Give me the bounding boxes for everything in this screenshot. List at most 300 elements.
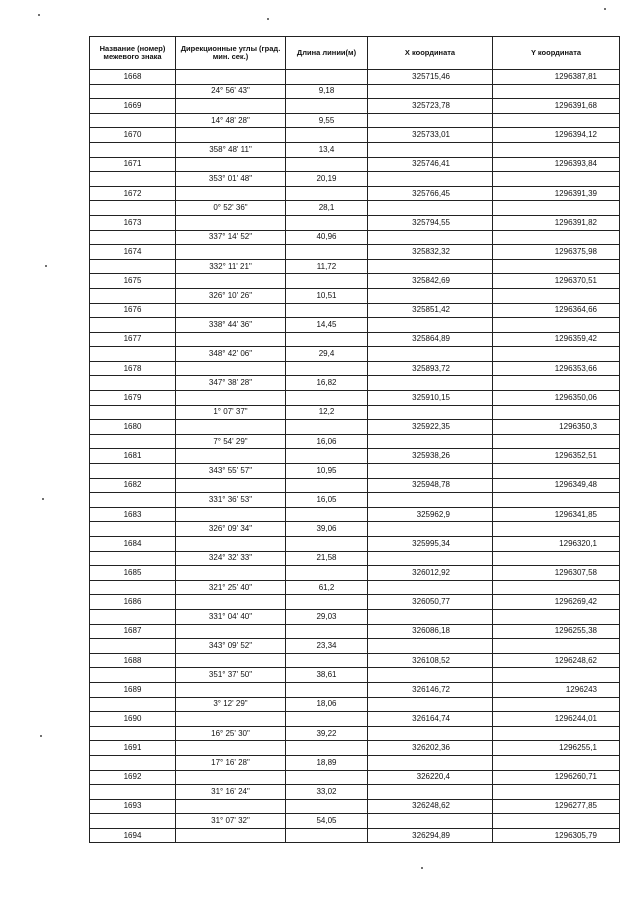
point-name-cell: 1680 (90, 420, 176, 435)
empty-cell (176, 128, 286, 143)
point-name-cell: 1670 (90, 128, 176, 143)
empty-cell (368, 609, 493, 624)
segment-row (90, 785, 620, 800)
point-name-cell: 1693 (90, 799, 176, 814)
empty-cell (176, 420, 286, 435)
y-coordinate-cell: 1296260,71 (493, 770, 620, 785)
empty-cell (90, 609, 176, 624)
segment-row (90, 522, 620, 537)
point-row (90, 128, 620, 143)
segment-row (90, 464, 620, 479)
empty-cell (368, 493, 493, 508)
empty-cell (176, 507, 286, 522)
segment-row (90, 493, 620, 508)
table-body (90, 70, 620, 843)
empty-cell (286, 507, 368, 522)
x-coordinate-cell: 326164,74 (368, 712, 493, 727)
empty-cell (368, 814, 493, 829)
empty-cell (493, 551, 620, 566)
line-length-cell: 14,45 (286, 318, 368, 333)
empty-cell (176, 595, 286, 610)
line-length-cell: 12,2 (286, 405, 368, 420)
empty-cell (176, 99, 286, 114)
empty-cell (493, 785, 620, 800)
line-length-cell: 39,22 (286, 726, 368, 741)
empty-cell (286, 682, 368, 697)
empty-cell (368, 201, 493, 216)
point-name-cell: 1679 (90, 391, 176, 406)
directional-angle-cell: 343° 55' 57" (176, 464, 286, 479)
y-coordinate-cell: 1296350,3 (493, 420, 620, 435)
y-coordinate-cell: 1296305,79 (493, 828, 620, 843)
empty-cell (176, 799, 286, 814)
empty-cell (493, 259, 620, 274)
empty-cell (90, 288, 176, 303)
empty-cell (176, 303, 286, 318)
empty-cell (286, 770, 368, 785)
x-coordinate-cell: 326146,72 (368, 682, 493, 697)
segment-row (90, 318, 620, 333)
empty-cell (493, 580, 620, 595)
empty-cell (176, 157, 286, 172)
empty-cell (368, 318, 493, 333)
empty-cell (493, 434, 620, 449)
empty-cell (286, 128, 368, 143)
y-coordinate-cell: 1296393,84 (493, 157, 620, 172)
empty-cell (90, 376, 176, 391)
scan-speck (45, 265, 47, 267)
empty-cell (90, 726, 176, 741)
line-length-cell: 20,19 (286, 172, 368, 187)
x-coordinate-cell: 325910,15 (368, 391, 493, 406)
table-header (90, 37, 620, 70)
empty-cell (286, 186, 368, 201)
empty-cell (368, 697, 493, 712)
empty-cell (176, 741, 286, 756)
y-coordinate-cell: 1296341,85 (493, 507, 620, 522)
empty-cell (493, 347, 620, 362)
y-coordinate-cell: 1296255,1 (493, 741, 620, 756)
directional-angle-cell: 31° 16' 24" (176, 785, 286, 800)
segment-row (90, 639, 620, 654)
scan-speck (421, 867, 423, 869)
directional-angle-cell: 358° 48' 11" (176, 142, 286, 157)
x-coordinate-cell: 326248,62 (368, 799, 493, 814)
point-name-cell: 1683 (90, 507, 176, 522)
segment-row (90, 697, 620, 712)
x-coordinate-cell: 325794,55 (368, 215, 493, 230)
line-length-cell: 29,03 (286, 609, 368, 624)
empty-cell (286, 566, 368, 581)
empty-cell (286, 391, 368, 406)
point-name-cell: 1690 (90, 712, 176, 727)
y-coordinate-cell: 1296244,01 (493, 712, 620, 727)
x-coordinate-cell: 325851,42 (368, 303, 493, 318)
x-coordinate-cell: 325962,9 (368, 507, 493, 522)
empty-cell (176, 70, 286, 85)
point-name-cell: 1672 (90, 186, 176, 201)
point-row (90, 478, 620, 493)
empty-cell (90, 230, 176, 245)
empty-cell (90, 814, 176, 829)
segment-row (90, 551, 620, 566)
x-coordinate-cell: 326294,89 (368, 828, 493, 843)
point-row (90, 70, 620, 85)
y-coordinate-cell: 1296269,42 (493, 595, 620, 610)
y-coordinate-cell: 1296364,66 (493, 303, 620, 318)
empty-cell (493, 172, 620, 187)
scan-speck (604, 8, 606, 10)
point-name-cell: 1694 (90, 828, 176, 843)
empty-cell (90, 522, 176, 537)
empty-cell (176, 712, 286, 727)
empty-cell (493, 609, 620, 624)
empty-cell (176, 449, 286, 464)
x-coordinate-cell: 325864,89 (368, 332, 493, 347)
x-coordinate-cell: 325766,45 (368, 186, 493, 201)
segment-row (90, 142, 620, 157)
empty-cell (90, 84, 176, 99)
directional-angle-cell: 331° 36' 53" (176, 493, 286, 508)
y-coordinate-cell: 1296277,85 (493, 799, 620, 814)
point-name-cell: 1678 (90, 361, 176, 376)
empty-cell (90, 697, 176, 712)
empty-cell (176, 245, 286, 260)
empty-cell (90, 347, 176, 362)
point-row (90, 186, 620, 201)
y-coordinate-cell: 1296243 (493, 682, 620, 697)
x-coordinate-cell: 325746,41 (368, 157, 493, 172)
line-length-cell: 40,96 (286, 230, 368, 245)
x-coordinate-cell: 326220,4 (368, 770, 493, 785)
segment-row (90, 288, 620, 303)
empty-cell (368, 259, 493, 274)
empty-cell (286, 332, 368, 347)
point-name-cell: 1675 (90, 274, 176, 289)
empty-cell (176, 361, 286, 376)
empty-cell (90, 785, 176, 800)
empty-cell (493, 668, 620, 683)
empty-cell (286, 449, 368, 464)
empty-cell (493, 201, 620, 216)
point-row (90, 566, 620, 581)
scan-speck (267, 18, 269, 20)
empty-cell (286, 245, 368, 260)
point-row (90, 332, 620, 347)
header-y-coordinate: Y координата (493, 37, 620, 70)
point-row (90, 799, 620, 814)
directional-angle-cell: 351° 37' 50" (176, 668, 286, 683)
segment-row (90, 814, 620, 829)
point-row (90, 682, 620, 697)
empty-cell (286, 99, 368, 114)
point-row (90, 420, 620, 435)
line-length-cell: 54,05 (286, 814, 368, 829)
empty-cell (90, 464, 176, 479)
directional-angle-cell: 337° 14' 52" (176, 230, 286, 245)
empty-cell (493, 726, 620, 741)
y-coordinate-cell: 1296394,12 (493, 128, 620, 143)
header-row (90, 37, 620, 70)
line-length-cell: 18,06 (286, 697, 368, 712)
point-row (90, 245, 620, 260)
empty-cell (493, 755, 620, 770)
line-length-cell: 23,34 (286, 639, 368, 654)
point-row (90, 303, 620, 318)
x-coordinate-cell: 325938,26 (368, 449, 493, 464)
scan-speck (40, 735, 42, 737)
line-length-cell: 28,1 (286, 201, 368, 216)
empty-cell (286, 215, 368, 230)
line-length-cell: 21,58 (286, 551, 368, 566)
empty-cell (176, 332, 286, 347)
empty-cell (493, 142, 620, 157)
directional-angle-cell: 17° 16' 28" (176, 755, 286, 770)
line-length-cell: 61,2 (286, 580, 368, 595)
empty-cell (368, 347, 493, 362)
y-coordinate-cell: 1296391,82 (493, 215, 620, 230)
empty-cell (286, 741, 368, 756)
x-coordinate-cell: 325948,78 (368, 478, 493, 493)
y-coordinate-cell: 1296307,58 (493, 566, 620, 581)
empty-cell (493, 522, 620, 537)
empty-cell (286, 274, 368, 289)
line-length-cell: 39,06 (286, 522, 368, 537)
point-row (90, 770, 620, 785)
segment-row (90, 434, 620, 449)
empty-cell (493, 318, 620, 333)
empty-cell (90, 142, 176, 157)
segment-row (90, 113, 620, 128)
empty-cell (90, 434, 176, 449)
line-length-cell: 9,18 (286, 84, 368, 99)
empty-cell (368, 434, 493, 449)
point-name-cell: 1676 (90, 303, 176, 318)
empty-cell (176, 478, 286, 493)
x-coordinate-cell: 326086,18 (368, 624, 493, 639)
x-coordinate-cell: 326012,92 (368, 566, 493, 581)
empty-cell (176, 391, 286, 406)
directional-angle-cell: 326° 10' 26" (176, 288, 286, 303)
empty-cell (90, 113, 176, 128)
point-row (90, 712, 620, 727)
directional-angle-cell: 31° 07' 32" (176, 814, 286, 829)
directional-angle-cell: 331° 04' 40" (176, 609, 286, 624)
empty-cell (493, 639, 620, 654)
empty-cell (368, 668, 493, 683)
line-length-cell: 13,4 (286, 142, 368, 157)
x-coordinate-cell: 325715,46 (368, 70, 493, 85)
header-x-coordinate: X координата (368, 37, 493, 70)
empty-cell (90, 493, 176, 508)
y-coordinate-cell: 1296359,42 (493, 332, 620, 347)
y-coordinate-cell: 1296248,62 (493, 653, 620, 668)
y-coordinate-cell: 1296350,06 (493, 391, 620, 406)
empty-cell (286, 624, 368, 639)
segment-row (90, 230, 620, 245)
segment-row (90, 755, 620, 770)
point-name-cell: 1674 (90, 245, 176, 260)
empty-cell (368, 172, 493, 187)
empty-cell (286, 303, 368, 318)
point-name-cell: 1691 (90, 741, 176, 756)
directional-angle-cell: 324° 32' 33" (176, 551, 286, 566)
header-line-length: Длина линии(м) (286, 37, 368, 70)
point-name-cell: 1677 (90, 332, 176, 347)
directional-angle-cell: 1° 07' 37" (176, 405, 286, 420)
point-row (90, 361, 620, 376)
empty-cell (493, 376, 620, 391)
line-length-cell: 38,61 (286, 668, 368, 683)
empty-cell (286, 478, 368, 493)
y-coordinate-cell: 1296353,66 (493, 361, 620, 376)
point-row (90, 274, 620, 289)
x-coordinate-cell: 325995,34 (368, 537, 493, 552)
empty-cell (368, 464, 493, 479)
empty-cell (176, 566, 286, 581)
empty-cell (493, 464, 620, 479)
y-coordinate-cell: 1296320,1 (493, 537, 620, 552)
segment-row (90, 201, 620, 216)
directional-angle-cell: 338° 44' 36" (176, 318, 286, 333)
x-coordinate-cell: 326202,36 (368, 741, 493, 756)
empty-cell (493, 493, 620, 508)
empty-cell (493, 84, 620, 99)
point-name-cell: 1692 (90, 770, 176, 785)
empty-cell (368, 288, 493, 303)
line-length-cell: 29,4 (286, 347, 368, 362)
point-name-cell: 1668 (90, 70, 176, 85)
empty-cell (286, 157, 368, 172)
point-name-cell: 1686 (90, 595, 176, 610)
point-name-cell: 1673 (90, 215, 176, 230)
empty-cell (90, 172, 176, 187)
segment-row (90, 172, 620, 187)
point-row (90, 157, 620, 172)
empty-cell (368, 142, 493, 157)
point-row (90, 653, 620, 668)
empty-cell (286, 828, 368, 843)
empty-cell (286, 799, 368, 814)
scan-speck (42, 498, 44, 500)
directional-angle-cell: 321° 25' 40" (176, 580, 286, 595)
empty-cell (368, 726, 493, 741)
empty-cell (176, 274, 286, 289)
empty-cell (493, 814, 620, 829)
point-row (90, 391, 620, 406)
empty-cell (176, 215, 286, 230)
line-length-cell: 16,05 (286, 493, 368, 508)
segment-row (90, 84, 620, 99)
segment-row (90, 347, 620, 362)
directional-angle-cell: 16° 25' 30" (176, 726, 286, 741)
line-length-cell: 18,89 (286, 755, 368, 770)
empty-cell (90, 580, 176, 595)
y-coordinate-cell: 1296370,51 (493, 274, 620, 289)
empty-cell (90, 668, 176, 683)
empty-cell (286, 712, 368, 727)
point-row (90, 595, 620, 610)
empty-cell (286, 70, 368, 85)
directional-angle-cell: 332° 11' 21" (176, 259, 286, 274)
point-row (90, 449, 620, 464)
empty-cell (493, 113, 620, 128)
empty-cell (286, 361, 368, 376)
point-row (90, 828, 620, 843)
point-name-cell: 1684 (90, 537, 176, 552)
directional-angle-cell: 348° 42' 06" (176, 347, 286, 362)
segment-row (90, 405, 620, 420)
directional-angle-cell: 347° 38' 28" (176, 376, 286, 391)
y-coordinate-cell: 1296349,48 (493, 478, 620, 493)
x-coordinate-cell: 325922,35 (368, 420, 493, 435)
empty-cell (368, 785, 493, 800)
point-row (90, 624, 620, 639)
empty-cell (368, 551, 493, 566)
y-coordinate-cell: 1296375,98 (493, 245, 620, 260)
x-coordinate-cell: 326108,52 (368, 653, 493, 668)
y-coordinate-cell: 1296391,39 (493, 186, 620, 201)
line-length-cell: 16,82 (286, 376, 368, 391)
y-coordinate-cell: 1296352,51 (493, 449, 620, 464)
empty-cell (176, 537, 286, 552)
point-row (90, 741, 620, 756)
empty-cell (286, 595, 368, 610)
empty-cell (176, 186, 286, 201)
empty-cell (90, 405, 176, 420)
line-length-cell: 33,02 (286, 785, 368, 800)
y-coordinate-cell: 1296391,68 (493, 99, 620, 114)
segment-row (90, 376, 620, 391)
point-name-cell: 1669 (90, 99, 176, 114)
empty-cell (368, 230, 493, 245)
empty-cell (176, 653, 286, 668)
x-coordinate-cell: 326050,77 (368, 595, 493, 610)
point-row (90, 99, 620, 114)
scan-speck (38, 14, 40, 16)
line-length-cell: 11,72 (286, 259, 368, 274)
empty-cell (176, 682, 286, 697)
empty-cell (90, 639, 176, 654)
empty-cell (176, 828, 286, 843)
empty-cell (176, 770, 286, 785)
directional-angle-cell: 24° 56' 43" (176, 84, 286, 99)
point-name-cell: 1687 (90, 624, 176, 639)
segment-row (90, 668, 620, 683)
y-coordinate-cell: 1296387,81 (493, 70, 620, 85)
empty-cell (368, 113, 493, 128)
x-coordinate-cell: 325723,78 (368, 99, 493, 114)
point-row (90, 507, 620, 522)
segment-row (90, 580, 620, 595)
y-coordinate-cell: 1296255,38 (493, 624, 620, 639)
point-name-cell: 1689 (90, 682, 176, 697)
empty-cell (368, 376, 493, 391)
x-coordinate-cell: 325893,72 (368, 361, 493, 376)
directional-angle-cell: 14° 48' 28" (176, 113, 286, 128)
empty-cell (493, 405, 620, 420)
empty-cell (176, 624, 286, 639)
header-point-name: Название (номер) межевого знака (90, 37, 176, 70)
empty-cell (90, 318, 176, 333)
line-length-cell: 9,55 (286, 113, 368, 128)
x-coordinate-cell: 325733,01 (368, 128, 493, 143)
point-row (90, 537, 620, 552)
x-coordinate-cell: 325842,69 (368, 274, 493, 289)
point-name-cell: 1685 (90, 566, 176, 581)
directional-angle-cell: 326° 09' 34" (176, 522, 286, 537)
point-name-cell: 1681 (90, 449, 176, 464)
